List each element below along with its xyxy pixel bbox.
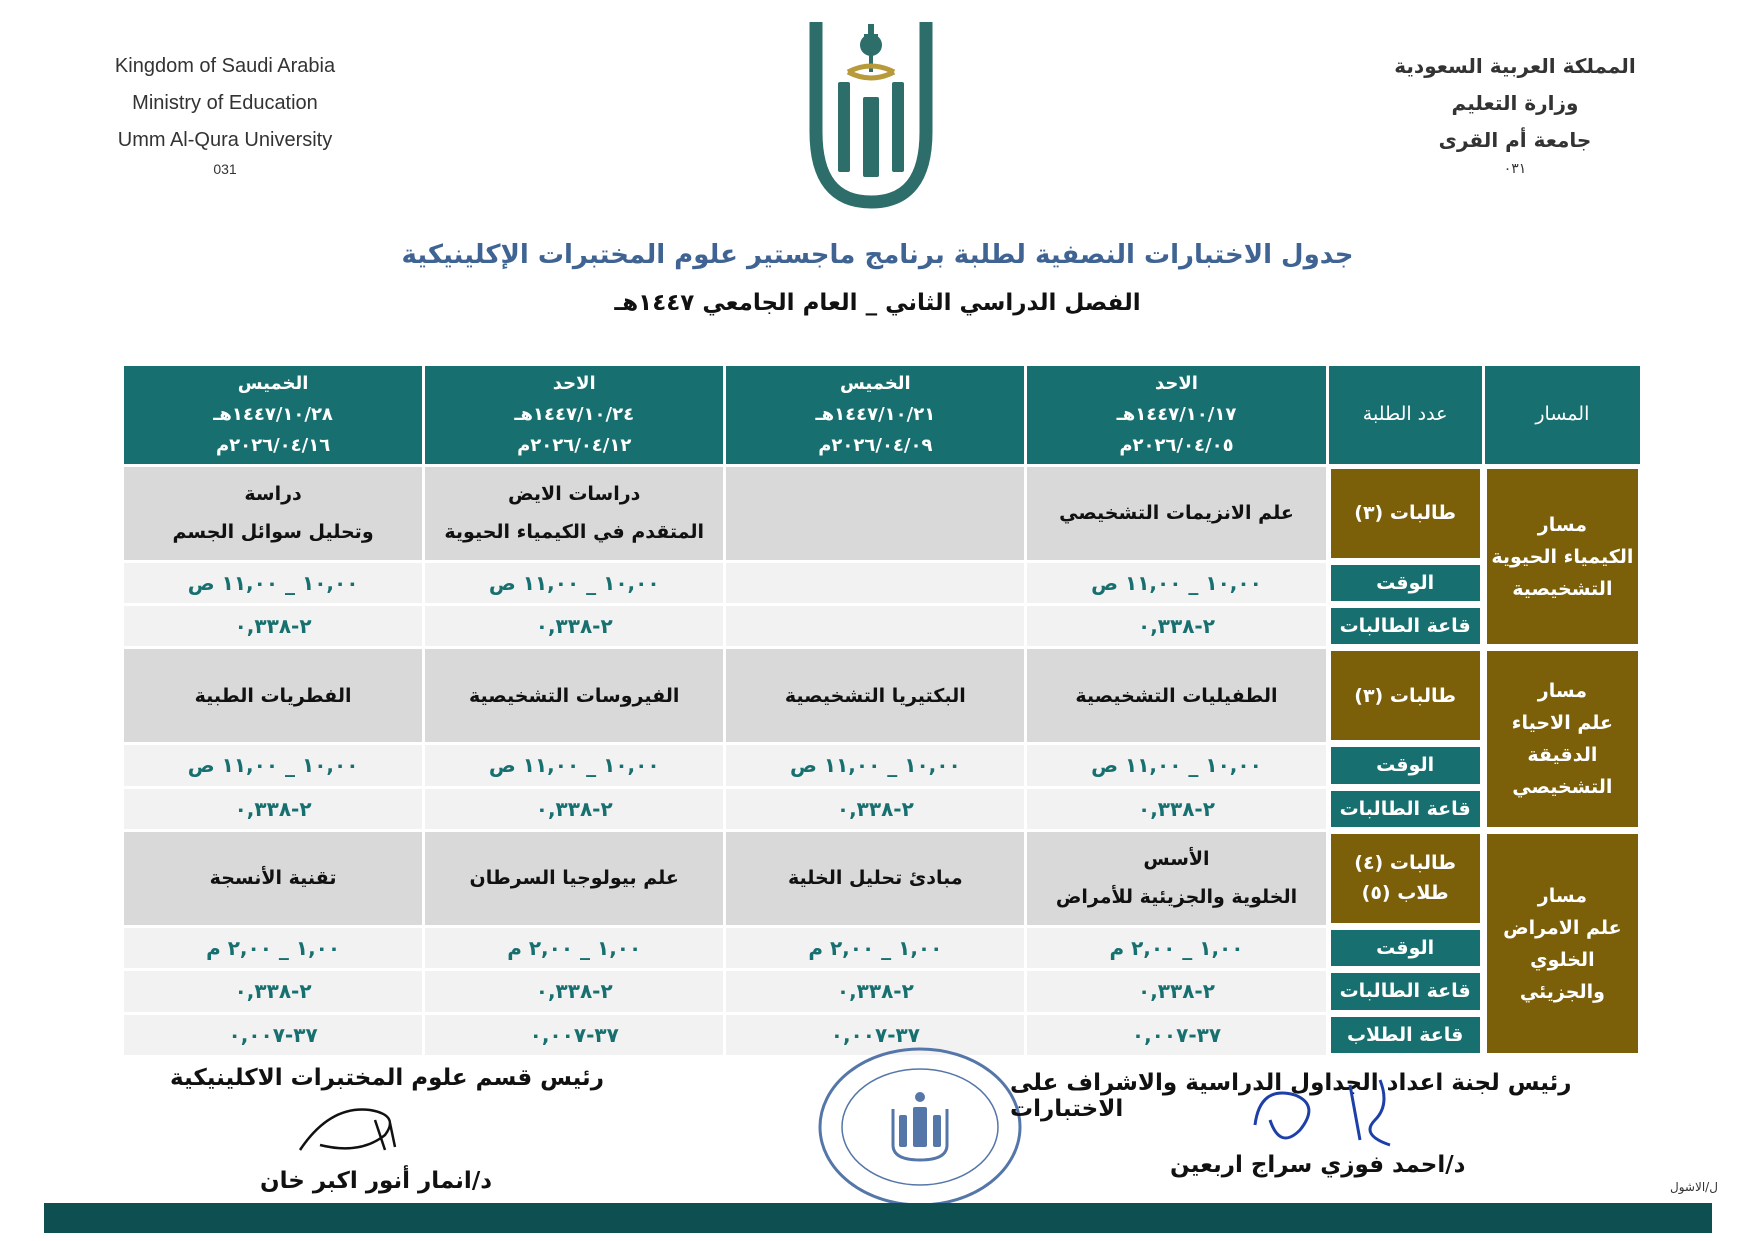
track-3-path [1485,832,1640,1055]
course-cell: مبادئ تحليل الخلية [726,832,1024,925]
course-name: دراسة [244,483,302,506]
header-ar-code: ٠٣١ [1503,161,1527,177]
day-name: الاحد [1154,373,1198,395]
path-line: مسار [1537,884,1587,907]
path-line: التشخيصية [1512,577,1613,600]
course-cell [1027,467,1325,560]
handwritten-signature-left [290,1095,420,1165]
col-header-count: عدد الطلبة [1329,366,1482,464]
footer-note: ل/الاشول [1670,1180,1718,1194]
course-cell-empty [726,467,1024,560]
room2-label: قاعة الطلاب [1329,1015,1482,1055]
exam-time: ١٠,٠٠ _ ١١,٠٠ ص [1027,563,1325,603]
exam-room: ٢-٠,٣٣٨ [1027,606,1325,646]
exam-room-male: ٣٧-٠,٠٠٧ [124,1015,422,1055]
track-3-course-row [124,832,1640,925]
exam-time-empty [726,563,1024,603]
course-cell [124,467,422,560]
exam-room: ٢-٠,٣٣٨ [1027,789,1325,829]
exam-time: ١٠,٠٠ _ ١١,٠٠ ص [425,745,723,785]
course-cell: تقنية الأنسجة [124,832,422,925]
exam-room-empty [726,606,1024,646]
gregorian-date: ٢٠٢٦/٠٤/١٦م [215,435,331,457]
course-name: دراسات الايض [507,483,641,506]
track-1-room-row [124,606,1640,646]
exam-time: ١٠,٠٠ _ ١١,٠٠ ص [726,745,1024,785]
page-title: جدول الاختبارات النصفية لطلبة برنامج ماجستير علوم المختبرات الإكلينيكية [401,240,1354,270]
gregorian-date: ٢٠٢٦/٠٤/٠٥م [1119,435,1234,457]
exam-room: ٢-٠,٣٣٨ [726,971,1024,1011]
track-1-students: طالبات (٣) [1329,467,1482,560]
hijri-date: ١٤٤٧/١٠/٢٨هـ [213,404,333,426]
table-header-row [124,366,1640,464]
course-name: الخلوية والجزيئية للأمراض [1055,886,1298,909]
exam-room: ٢-٠,٣٣٨ [124,789,422,829]
header-ar-line: المملكة العربية السعودية [1394,54,1636,78]
course-cell: الفيروسات التشخيصية [425,649,723,742]
students-female: طالبات (٤) [1354,852,1456,875]
day-name: الخميس [839,373,911,395]
room-label: قاعة الطالبات [1329,789,1482,829]
header-arabic [1380,48,1650,179]
col-header-day-3 [425,366,723,464]
exam-room-male: ٣٧-٠,٠٠٧ [1027,1015,1325,1055]
col-header-day-2 [726,366,1024,464]
signature-left-name: د/انمار أنور اكبر خان [260,1168,493,1194]
exam-time: ١,٠٠ _ ٢,٠٠ م [1027,928,1325,968]
exam-room: ٢-٠,٣٣٨ [425,789,723,829]
exam-room: ٢-٠,٣٣٨ [124,606,422,646]
university-logo [806,12,936,212]
track-1-time-row [124,563,1640,603]
path-line: علم الاحياء الدقيقة [1511,712,1613,767]
course-name: علم الانزيمات التشخيصي [1059,502,1294,525]
track-1-path [1485,467,1640,647]
path-line: الكيمياء الحيوية [1491,545,1634,568]
signature-right-title: رئيس لجنة اعداد الجداول الدراسية والاشراف على الاختبارات [1010,1070,1572,1122]
course-cell [1027,832,1325,925]
header-en-line: Umm Al-Qura University [117,129,333,151]
footer-bar [44,1203,1712,1233]
exam-room: ٢-٠,٣٣٨ [726,789,1024,829]
time-label: الوقت [1329,928,1482,968]
hijri-date: ١٤٤٧/١٠/٢١هـ [815,404,936,426]
exam-time: ١,٠٠ _ ٢,٠٠ م [124,928,422,968]
course-cell: الطفيليات التشخيصية [1027,649,1325,742]
path-line: علم الامراض الخلوي [1503,916,1622,971]
course-cell [425,467,723,560]
exam-time: ١٠,٠٠ _ ١١,٠٠ ص [425,563,723,603]
day-name: الاحد [552,373,596,395]
exam-time: ١,٠٠ _ ٢,٠٠ م [425,928,723,968]
hijri-date: ١٤٤٧/١٠/١٧هـ [1116,404,1237,426]
exam-schedule-table [121,363,1643,1058]
gregorian-date: ٢٠٢٦/٠٤/٠٩م [818,435,933,457]
day-name: الخميس [237,373,309,395]
students-male: طلاب (٥) [1361,882,1449,905]
header-en-line: Ministry of Education [132,92,318,114]
track-2-room-row [124,789,1640,829]
track-1-course-row [124,467,1640,560]
exam-room-male: ٣٧-٠,٠٠٧ [726,1015,1024,1055]
time-label: الوقت [1329,745,1482,785]
hijri-date: ١٤٤٧/١٠/٢٤هـ [514,404,635,426]
track-3-students [1329,832,1482,925]
room-label: قاعة الطالبات [1329,606,1482,646]
track-2-time-row [124,745,1640,785]
exam-time: ١٠,٠٠ _ ١١,٠٠ ص [124,563,422,603]
track-2-path [1485,649,1640,829]
signature-right-name: د/احمد فوزي سراج اربعين [1170,1152,1466,1178]
course-name: وتحليل سوائل الجسم [172,521,374,544]
path-line: والجزيئي [1519,980,1605,1003]
track-3-time-row [124,928,1640,968]
path-line: التشخيصي [1512,776,1613,799]
header-english [110,48,340,179]
track-3-room-row [124,971,1640,1011]
col-header-day-1 [1027,366,1325,464]
exam-room: ٢-٠,٣٣٨ [425,971,723,1011]
course-cell: البكتيريا التشخيصية [726,649,1024,742]
exam-room-male: ٣٧-٠,٠٠٧ [425,1015,723,1055]
signature-left-title: رئيس قسم علوم المختبرات الاكلينيكية [170,1065,604,1091]
header-en-line: Kingdom of Saudi Arabia [114,55,336,77]
course-cell: الفطريات الطبية [124,649,422,742]
path-line: مسار [1537,513,1587,536]
page-subtitle: الفصل الدراسي الثاني _ العام الجامعي ١٤٤٧هـ [614,290,1141,316]
header-ar-line: جامعة أم القرى [1438,128,1592,152]
track-2-students: طالبات (٣) [1329,649,1482,742]
exam-time: ١٠,٠٠ _ ١١,٠٠ ص [1027,745,1325,785]
header-ar-line: وزارة التعليم [1451,91,1579,115]
exam-room: ٢-٠,٣٣٨ [425,606,723,646]
exam-room: ٢-٠,٣٣٨ [1027,971,1325,1011]
gregorian-date: ٢٠٢٦/٠٤/١٢م [517,435,632,457]
header-en-code: 031 [213,161,237,177]
course-cell: علم بيولوجيا السرطان [425,832,723,925]
course-name: المتقدم في الكيمياء الحيوية [444,521,705,544]
department-stamp [815,1045,1025,1210]
col-header-path: المسار [1485,366,1640,464]
exam-room: ٢-٠,٣٣٨ [124,971,422,1011]
path-line: مسار [1537,680,1587,703]
col-header-day-4 [124,366,422,464]
track-2-course-row [124,649,1640,742]
course-name: الأسس [1143,848,1210,871]
exam-time: ١٠,٠٠ _ ١١,٠٠ ص [124,745,422,785]
handwritten-signature-right [1240,1065,1420,1155]
time-label: الوقت [1329,563,1482,603]
room-label: قاعة الطالبات [1329,971,1482,1011]
exam-time: ١,٠٠ _ ٢,٠٠ م [726,928,1024,968]
